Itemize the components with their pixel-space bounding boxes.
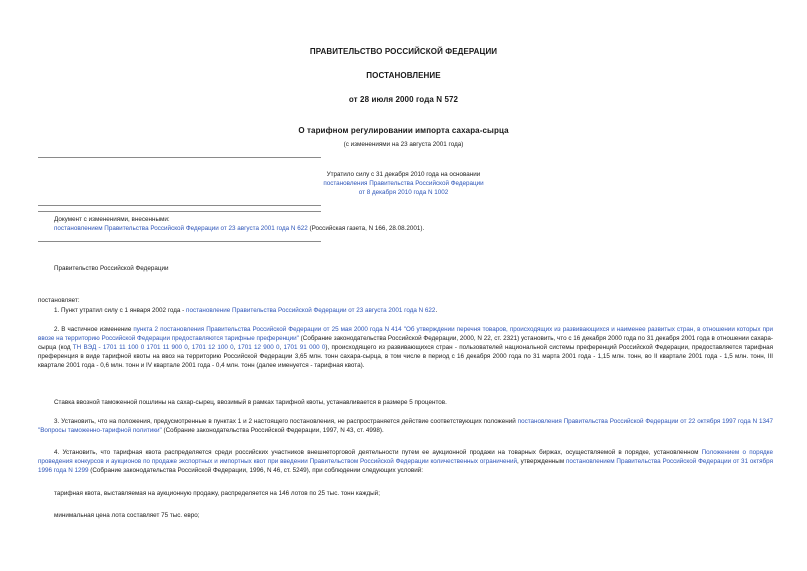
paragraph-4-link-regulation[interactable]: Положением о порядке проведения конкурсов и аукционов по продаже экспортных и импортных квот при введении Правительством Российской Федерации количественных ограничений [38,449,773,465]
duty-rate-paragraph: Ставка ввозной таможенной пошлины на сахар-сырец, ввозимый в рамках тарифной квоты, устанавливается в размере 5 процентов. [54,399,447,406]
tnved-code-link[interactable]: ТН ВЭД - 1701 11 100 0 [72,343,145,351]
paragraph-4-text: (Собрание законодательства Российской Федерации, 1996, N 46, ст. 5249), при соблюдении следующих условий: [88,466,424,474]
paragraph-1-end: . [435,307,438,314]
separator: , [279,343,284,351]
document-type: ПОСТАНОВЛЕНИЕ [366,71,441,80]
tnved-code-link[interactable]: 1701 12 900 0 [237,343,280,351]
amendments-line [54,225,774,234]
paragraph-2-text: (Собрание законодательства Российской Федерации, 2000, N 22, ст. 2321) установить, что с 16 декабря 2000 года по 31 декабря 2001 года в отношении сахара-сырца (код [38,334,773,351]
government-heading: ПРАВИТЕЛЬСТВО РОССИЙСКОЙ ФЕДЕРАЦИИ [309,47,498,56]
amendments-block [54,216,774,234]
paragraph-4-link-decree[interactable]: постановлением Правительства Российской Федерации от 31 октября 1996 года N 1299 [38,457,773,474]
expired-link-1[interactable]: постановления Правительства Российской Федерации [323,179,484,187]
amendments-label: Документ с изменениями, внесенными: [54,216,170,223]
paragraph-1 [38,307,773,316]
paragraph-4-text: , утвержденным [517,457,566,465]
paragraph-2-link-decree[interactable]: пункта 2 постановления Правительства Российской Федерации от 25 мая 2000 года N 414 "Об утверждении перечня товаров, происходящих из развивающихся и наименее развитых стран, в отношении которых при ввозе на территорию Российской Федерации предоставляются тарифные преференции" [38,326,773,342]
amendment-link[interactable]: постановлением Правительства Российской Федерации от 23 августа 2001 года N 622 [54,224,308,232]
paragraph-3-text: 3. Установить, что на положения, предусмотренные в пунктах 1 и 2 настоящего постановления, не распространяется действие соответствующих положений [54,418,518,425]
document-date-number: от 28 июля 2000 года N 572 [348,95,459,104]
divider [38,157,321,158]
paragraph-3 [38,418,773,436]
paragraph-1-link[interactable]: постановление Правительства Российской Федерации от 23 августа 2001 года N 622 [186,307,436,314]
paragraph-2 [38,326,773,371]
tnved-code-link[interactable]: 1701 12 100 0 [191,343,234,351]
divider [38,211,321,212]
paragraph-2-text: 2. В частичное изменение [54,326,134,333]
document-title: О тарифном регулировании импорта сахара-сырца [298,126,509,135]
paragraph-3-link[interactable]: постановления Правительства Российской Федерации от 22 октября 1997 года N 1347 "Вопросы таможенно-тарифной политики" [38,418,773,434]
edition-note: (с изменениями на 23 августа 2001 года) [343,141,464,148]
tnved-code-link[interactable]: 1701 11 900 0 [146,343,188,351]
separator: , [187,343,192,351]
amendment-source: (Российская газета, N 166, 28.08.2001). [307,224,425,232]
condition-1: тарифная квота, выставляемая на аукционную продажу, распределяется на 146 лотов по 25 тыс. тонн каждый; [54,490,380,497]
expired-line: Утратило силу с 31 декабря 2010 года на основании [326,171,481,178]
issuer: Правительство Российской Федерации [54,265,169,272]
paragraph-1-text: 1. Пункт утратил силу с 1 января 2002 года - [54,307,187,314]
divider [38,241,321,242]
expired-notice [200,171,607,198]
paragraph-4-text: 4. Установить, что тарифная квота распределяется среди российских участников внешнеторговой деятельности путем ее аукционной продажи на товарных биржах, осуществляемой в порядке, установленном [54,449,702,456]
separator: , [233,343,238,351]
tnved-code-link[interactable]: 1701 91 000 0 [283,343,326,351]
paragraph-2-text: ), происходящего из развивающихся стран - пользователей национальной системы преференций Российской Федерации, предоставляется тарифная преференция в виде тарифной квоты на ввоз на территорию Российской Федерации 3,65 млн. тонн сахара-сырца, в том числе в период с 16 декабря 2000 года по 31 марта 2001 года - 1,15 млн. тонн, во II квартале 2001 года - 1,5 млн. тонн, III квартале 2001 года - 0,6 млн. тонн и IV квартале 2001 года - 0,4 млн. тонн (далее именуется - тарифная квота). [38,343,774,369]
decrees-word: постановляет: [38,297,80,304]
condition-2: минимальная цена лота составляет 75 тыс. евро; [54,512,200,519]
paragraph-4 [38,449,773,476]
paragraph-3-text: (Собрание законодательства Российской Федерации, 1997, N 43, ст. 4998). [161,426,384,434]
expired-link-2[interactable]: от 8 декабря 2010 года N 1002 [358,188,449,196]
divider [38,205,321,206]
